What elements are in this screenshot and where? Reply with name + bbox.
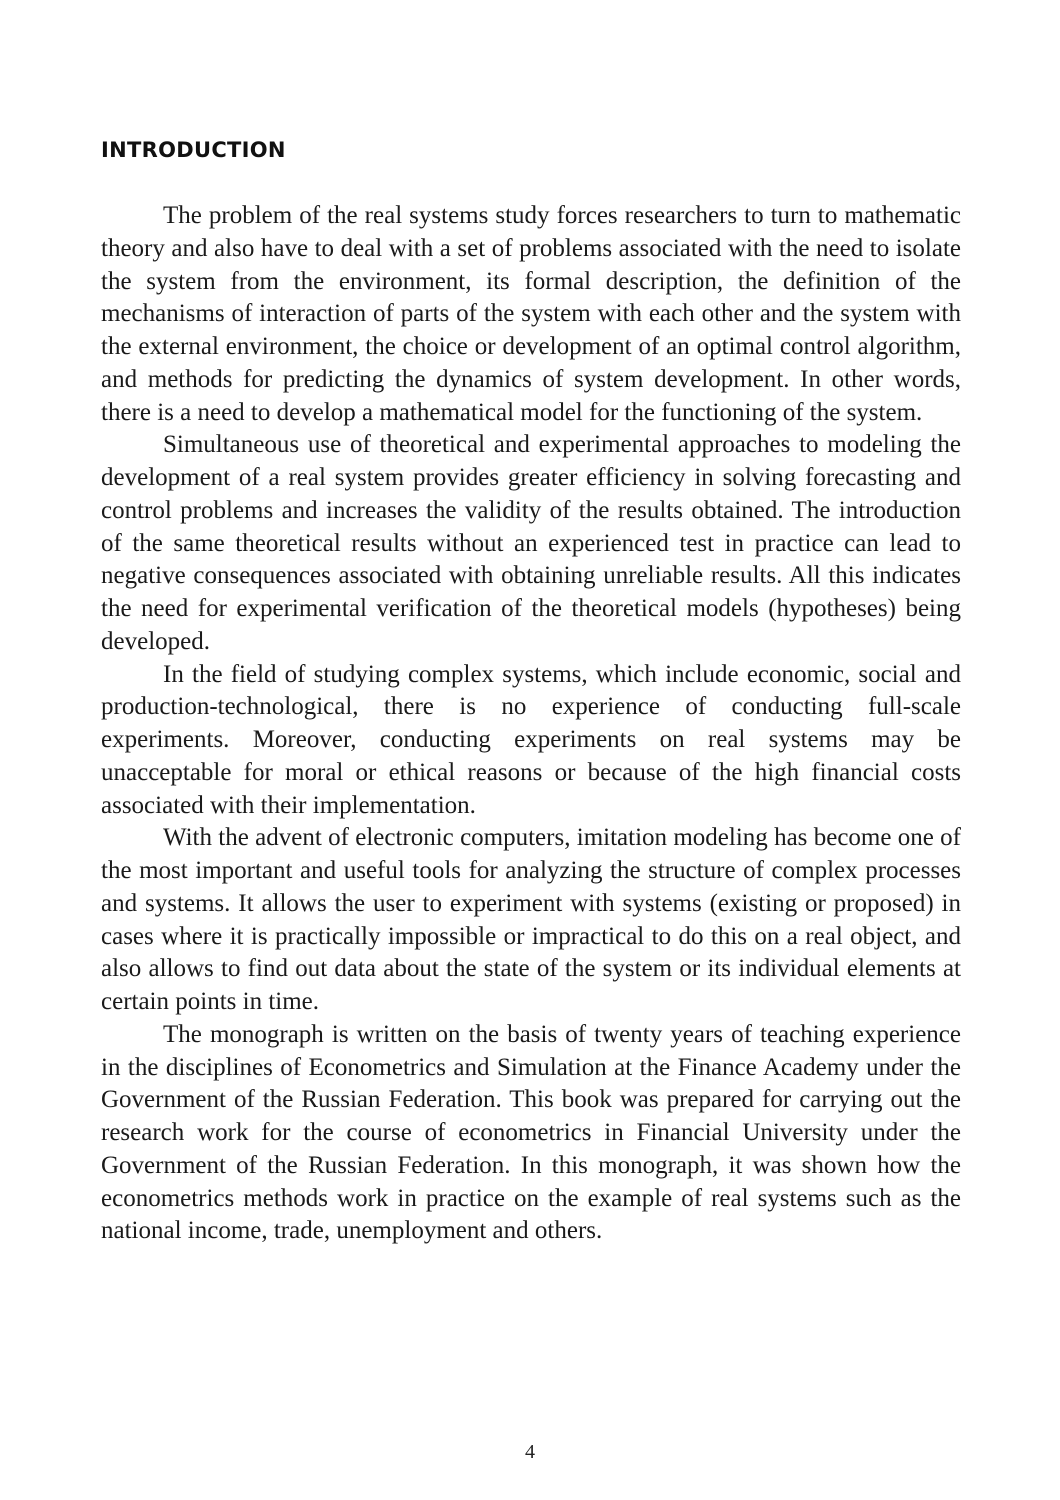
paragraph: In the field of studying complex systems, which include economic, social and production-technological, there is no experience of conducting full-scale experiments. Moreover, conducting experiments on real systems may be unacceptable for moral or ethical reasons or because of the high financial costs associated with their implementation. [101,660,961,819]
paragraph: The monograph is written on the basis of twenty years of teaching experience in the disciplines of Econometrics and Simulation at the Finance Academy under the Government of the Russian Federation. This book was prepared for carrying out the research work for the course of econometrics in Financial University under the Government of the Russian Federation. In this monograph, it was shown how the econometrics methods work in practice on the example of real systems such as the national income, trade, unemployment and others. [101,1020,961,1245]
section-heading: INTRODUCTION [101,138,286,162]
paragraph: The problem of the real systems study forces researchers to turn to mathematic theory and also have to deal with a set of problems associated with the need to isolate the system from the environment, its formal description, the definition of the mechanisms of interaction of parts of the system with each other and the system with the external environment, the choice or development of an optimal control algorithm, and methods for predicting the dynamics of system development. In other words, there is a need to develop a mathematical model for the functioning of the system. [101,202,961,426]
paragraph: Simultaneous use of theoretical and experimental approaches to modeling the development of a real system provides greater efficiency in solving forecasting and control problems and increases the validity of the results obtained. The introduction of the same theoretical results without an experienced test in practice can lead to negative consequences associated with obtaining unreliable results. All this indicates the need for experimental verification of the theoretical models (hypotheses) being developed. [101,431,961,655]
body-text [101,200,961,1248]
paragraph: With the advent of electronic computers, imitation modeling has become one of the most important and useful tools for analyzing the structure of complex processes and systems. It allows the user to experiment with systems (existing or proposed) in cases where it is practically impossible or impractical to do this on a real object, and also allows to find out data about the state of the system or its individual elements at certain points in time. [101,824,961,1015]
page-number: 4 [525,1441,535,1463]
